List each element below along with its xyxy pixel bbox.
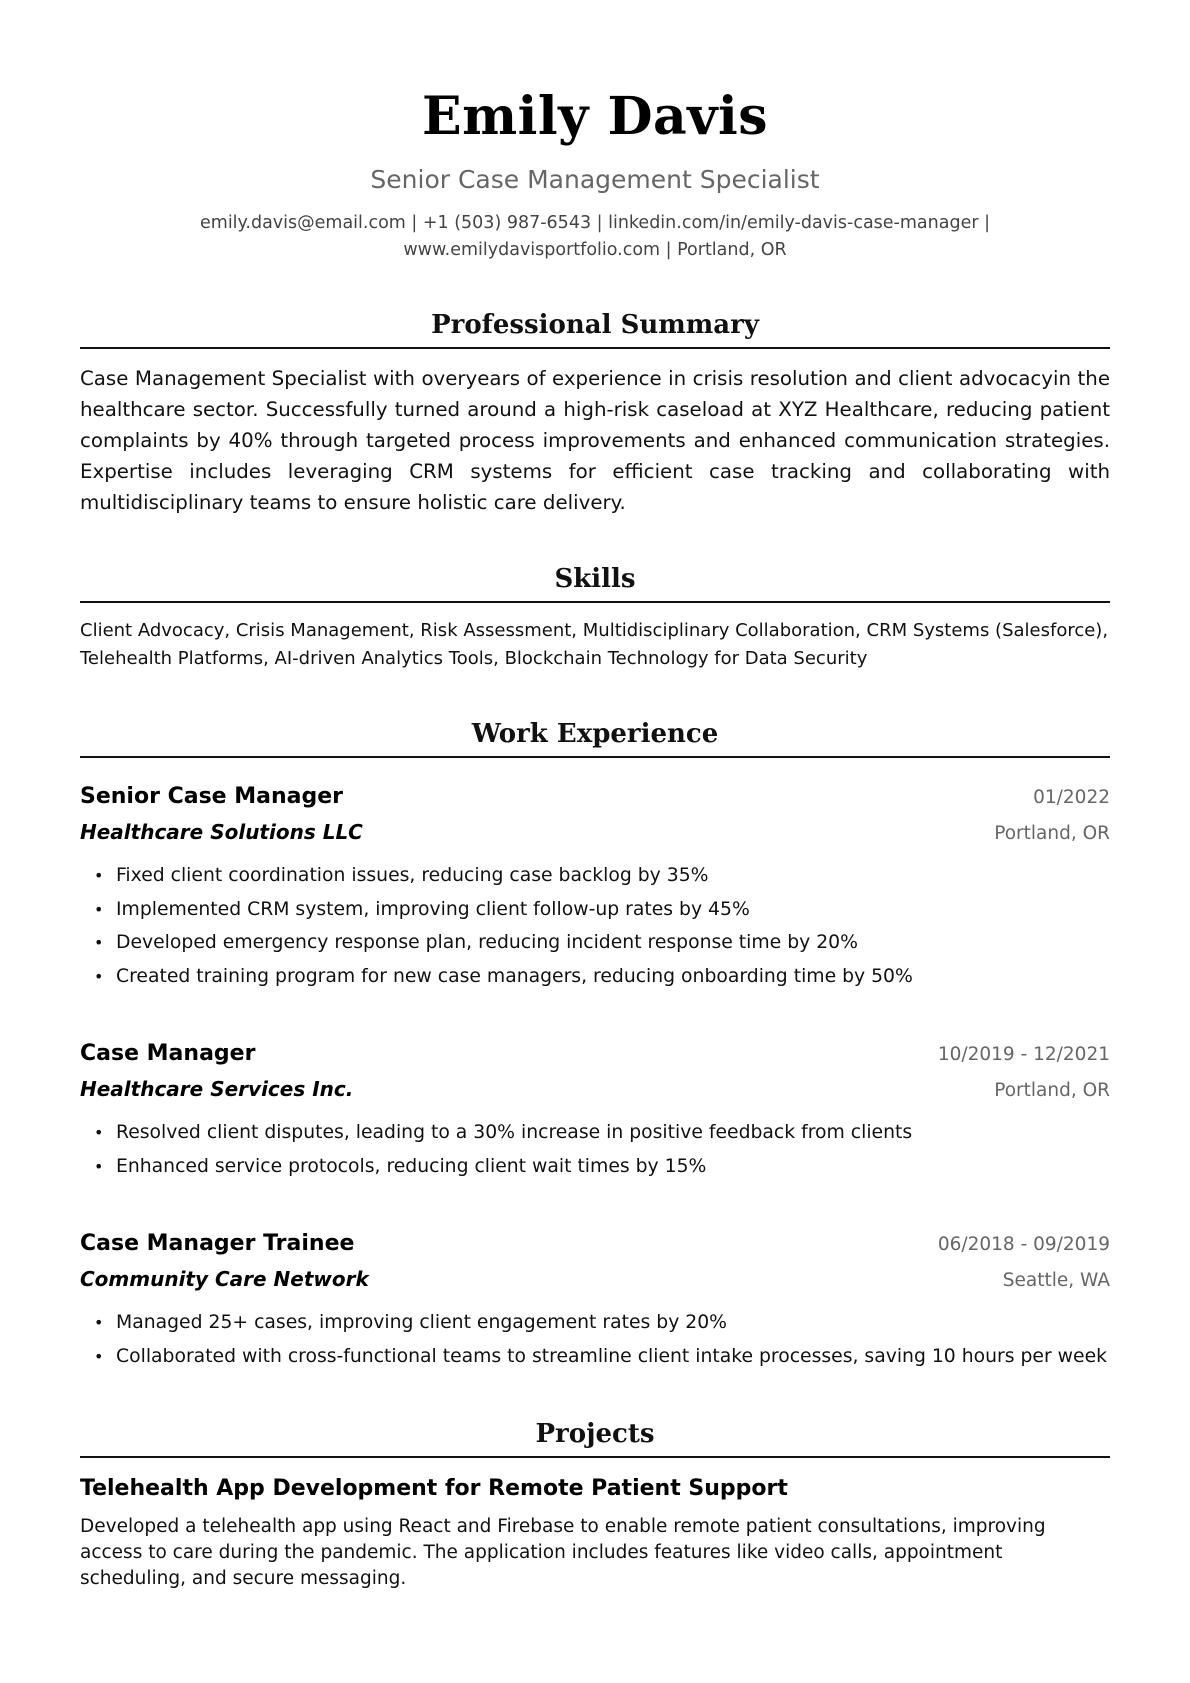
job-bullets (80, 1116, 1110, 1183)
job-bullet: • Developed emergency response plan, reducing incident response time by 20% (94, 926, 1110, 960)
job-header-row (80, 1037, 1110, 1072)
skills-heading: Skills (80, 562, 1110, 603)
job-header-row (80, 780, 1110, 815)
job-entry (80, 1037, 1110, 1183)
job-company: Healthcare Services Inc. (80, 1077, 354, 1101)
resume-header (80, 0, 1110, 264)
projects-section (80, 1417, 1110, 1592)
job-header-row (80, 1227, 1110, 1262)
job-date: 10/2019 - 12/2021 (937, 1044, 1110, 1065)
projects-heading: Projects (80, 1417, 1110, 1458)
job-location: Seattle, WA (1002, 1270, 1110, 1291)
job-bullet: • Managed 25+ cases, improving client engagement rates by 20% (94, 1306, 1110, 1340)
job-date: 01/2022 (1033, 787, 1110, 808)
contact-info (80, 210, 1110, 264)
project-entry (80, 1472, 1110, 1592)
job-location: Portland, OR (994, 823, 1110, 844)
job-date: 06/2018 - 09/2019 (937, 1234, 1110, 1255)
job-location: Portland, OR (994, 1080, 1110, 1101)
job-entry (80, 1227, 1110, 1373)
skills-section (80, 562, 1110, 673)
summary-section (80, 308, 1110, 518)
job-bullet: • Fixed client coordination issues, reducing case backlog by 35% (94, 859, 1110, 893)
project-title: Telehealth App Development for Remote Patient Support (80, 1476, 788, 1501)
job-company-row (80, 1072, 1110, 1108)
job-bullets (80, 859, 1110, 993)
summary-heading: Professional Summary (80, 308, 1110, 349)
skills-text: Client Advocacy, Crisis Management, Risk Assessment, Multidisciplinary Collaboration, CRM Systems (Salesforce), Telehealth Platforms, AI-driven Analytics Tools, Blockchain Technology for Data Security (80, 620, 1109, 669)
summary-text: Case Management Specialist with overyears of experience in crisis resolution and client advocacyin the healthcare sector. Successfully turned around a high-risk caseload at XYZ Healthcare, reducing patient complaints by 40% through targeted process improvements and enhanced communication strategies. Expertise includes leveraging CRM systems for efficient case tracking and collaborating with multidisciplinary teams to ensure holistic care delivery. (80, 367, 1110, 514)
candidate-name: Emily Davis (421, 86, 768, 147)
job-bullet: • Implemented CRM system, improving client follow-up rates by 45% (94, 893, 1110, 927)
job-company: Healthcare Solutions LLC (80, 820, 363, 844)
job-bullet: • Enhanced service protocols, reducing client wait times by 15% (94, 1150, 1110, 1184)
job-title: Case Manager (80, 1041, 256, 1066)
job-company-row (80, 1262, 1110, 1298)
experience-section (80, 717, 1110, 1373)
job-entry (80, 780, 1110, 993)
job-company: Community Care Network (80, 1267, 369, 1291)
project-description: Developed a telehealth app using React and Firebase to enable remote patient consultations, improving access to care during the pandemic. The application includes features like video calls, appointment scheduling, and secure messaging. (80, 1516, 1046, 1589)
job-bullet: • Resolved client disputes, leading to a 30% increase in positive feedback from clients (94, 1116, 1110, 1150)
job-company-row (80, 815, 1110, 851)
job-title: Senior Case Manager (80, 784, 344, 809)
job-bullet: • Created training program for new case managers, reducing onboarding time by 50% (94, 960, 1110, 994)
candidate-title: Senior Case Management Specialist (370, 165, 820, 194)
contact-line-1: emily.davis@email.com | +1 (503) 987-6543 | linkedin.com/in/emily-davis-case-manager | (200, 213, 990, 233)
job-bullet: • Collaborated with cross-functional teams to streamline client intake processes, saving 10 hours per week (94, 1340, 1110, 1374)
experience-heading: Work Experience (80, 717, 1110, 758)
job-title: Case Manager Trainee (80, 1231, 355, 1256)
contact-line-2: www.emilydavisportfolio.com | Portland, OR (403, 240, 787, 260)
job-bullets (80, 1306, 1110, 1373)
